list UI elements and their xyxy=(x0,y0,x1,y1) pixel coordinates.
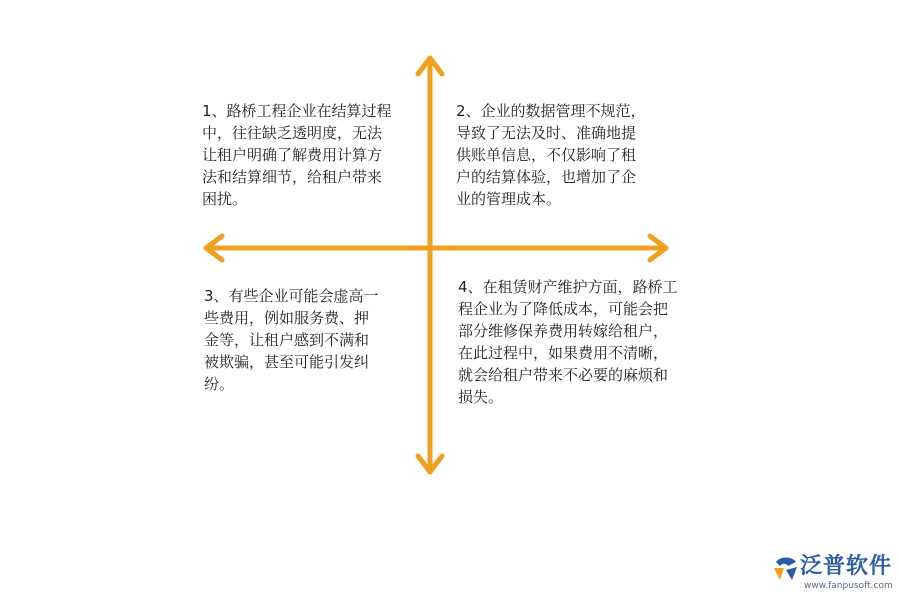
quadrant-top-right-text: 2、企业的数据管理不规范， 导致了无法及时、准确地提 供账单信息，不仅影响了租 户的结算体验，也增加了企 业的管理成本。 xyxy=(456,102,646,208)
quadrant-top-left-text: 1、路桥工程企业在结算过程 中，往往缺乏透明度，无法 让租户明确了解费用计算方 法和结算细节，给租户带来 困扰。 xyxy=(202,102,392,208)
brand-logo xyxy=(770,552,894,594)
logo-url: www.fanpusoft.com xyxy=(804,581,893,591)
fanpu-logo-icon xyxy=(770,554,800,584)
quadrant-bottom-right-text: 4、在租赁财产维护方面，路桥工 程企业为了降低成本，可能会把 部分维修保养费用转嫁给租户， 在此过程中，如果费用不清晰， 就会给租户带来不必要的麻烦和 损失。 xyxy=(458,278,678,406)
quadrant-bottom-left-text: 3、有些企业可能会虚高一 些费用，例如服务费、押 金等，让租户感到不满和 被欺骗，甚至可能引发纠 纷。 xyxy=(204,287,379,393)
logo-name: 泛普软件 xyxy=(800,554,893,579)
